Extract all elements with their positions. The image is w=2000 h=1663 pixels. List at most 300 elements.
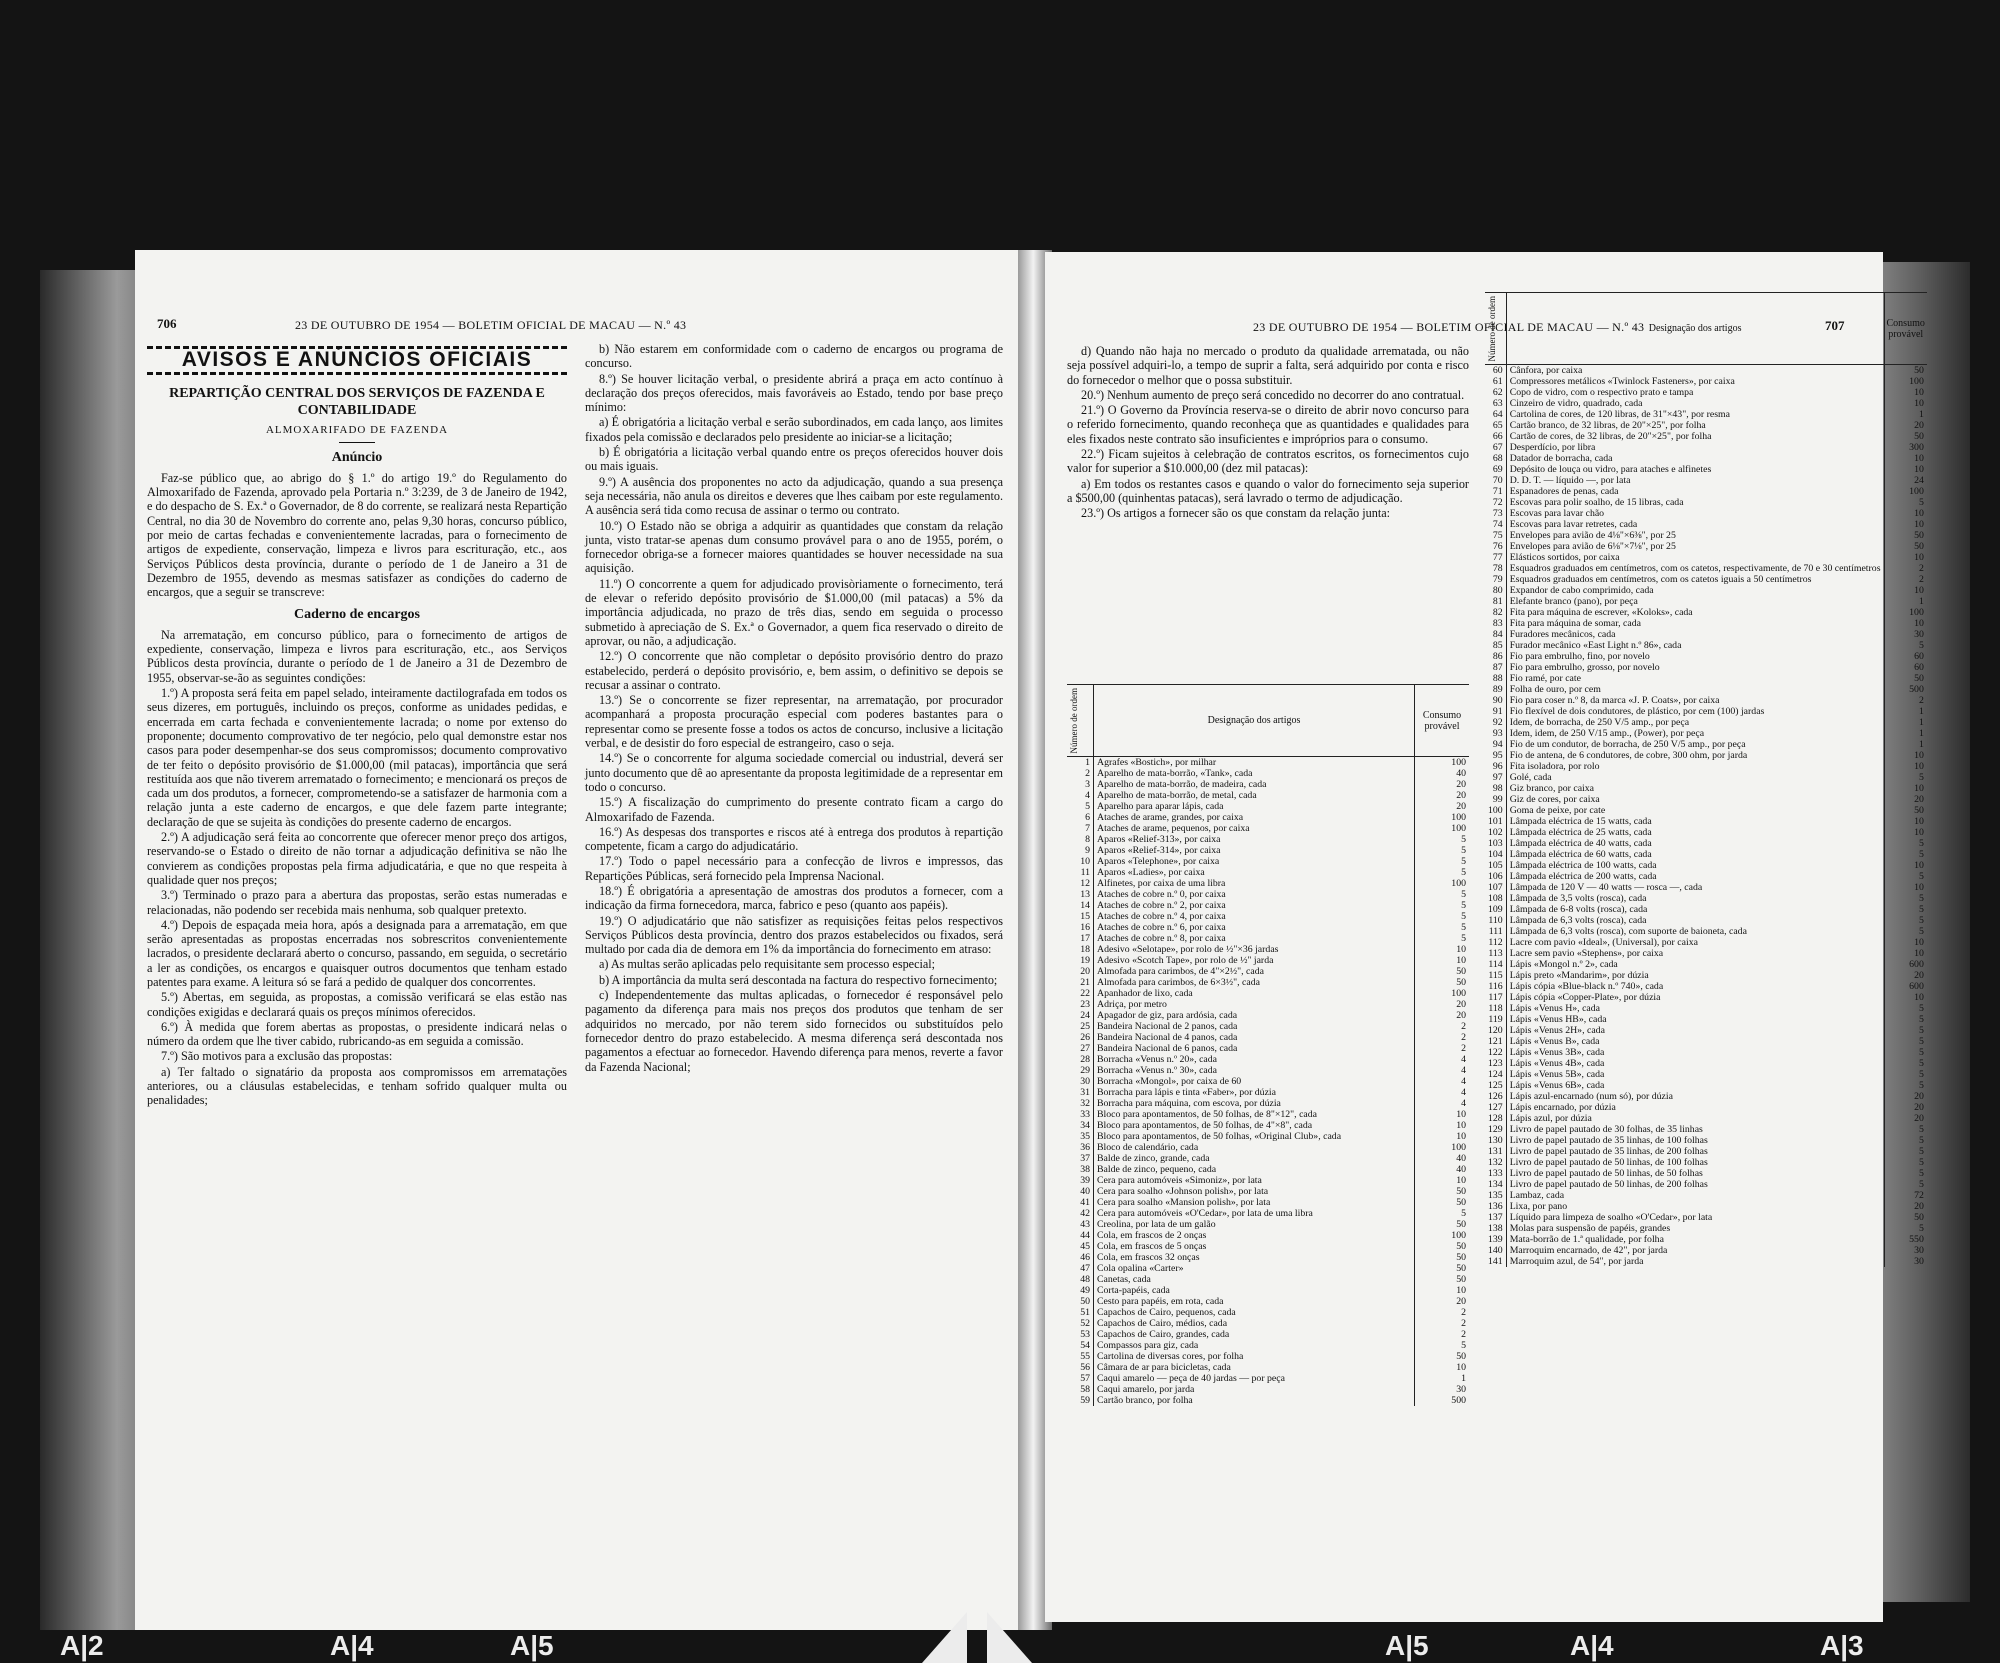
row-quantity: 5 [1884,926,1927,937]
table-row [1485,1157,1927,1168]
articles-table-2 [1485,292,1927,1267]
row-number: 25 [1067,1021,1094,1032]
row-description: Lápis cópia «Blue-black n.º 740», cada [1509,981,1664,993]
row-number: 119 [1485,1014,1506,1025]
row-description: Adesivo «Selotape», por rolo de ½"×36 jardas [1097,944,1279,956]
row-number: 59 [1067,1395,1094,1406]
row-number: 7 [1067,823,1094,834]
row-quantity: 5 [1884,1223,1927,1234]
row-quantity: 5 [1884,1003,1927,1014]
row-description: Canetas, cada [1097,1274,1151,1286]
row-description: Escovas para lavar chão [1509,508,1605,520]
row-quantity: 20 [1884,1091,1927,1102]
row-quantity: 20 [1415,1010,1470,1021]
row-description: Copo de vidro, com o respectivo prato e tampa [1509,387,1694,399]
row-description: Capachos de Cairo, médios, cada [1097,1318,1228,1330]
row-quantity: 5 [1884,838,1927,849]
row-description: Aparelho para aparar lápis, cada [1097,801,1224,813]
row-quantity: 10 [1884,464,1927,475]
row-quantity: 20 [1415,790,1470,801]
row-description: Elefante branco (pano), por peça [1509,596,1638,608]
row-number: 5 [1067,801,1094,812]
table-row [1067,1054,1469,1065]
table-row [1485,607,1927,618]
row-quantity: 10 [1415,1285,1470,1296]
table-row [1485,1223,1927,1234]
row-description: Lâmpada de 6,3 volts (rosca), com suporte de baioneta, cada [1509,926,1747,938]
row-description: Cartão de cores, de 32 libras, de 20"×25", por folha [1509,431,1712,443]
row-number: 116 [1485,981,1506,992]
table-row [1485,706,1927,717]
table-row [1485,1201,1927,1212]
scan-marker: A|3 [1820,1630,1864,1661]
row-description: Cola, em frascos 32 onças [1097,1252,1200,1264]
row-quantity: 100 [1415,988,1470,999]
row-description: Lápis preto «Mandarim», por dúzia [1509,970,1649,982]
table-row [1067,801,1469,812]
row-description: Lambaz, cada [1509,1190,1565,1202]
row-quantity: 10 [1884,816,1927,827]
row-quantity: 5 [1415,1208,1470,1219]
row-quantity: 20 [1415,779,1470,790]
row-description: Lápis cópia «Copper-Plate», por dúzia [1509,992,1661,1004]
table-row [1485,695,1927,706]
row-quantity: 5 [1884,1025,1927,1036]
row-number: 58 [1067,1384,1094,1395]
row-number: 53 [1067,1329,1094,1340]
row-description: Lâmpada eléctrica de 200 watts, cada [1509,871,1657,883]
table-row [1067,1329,1469,1340]
paragraph: 5.º) Abertas, em seguida, as propostas, a comissão verificará se elas estão nas condições exigidas e declarará quais os preços mínimos oferecidos. [147,990,567,1019]
table-row [1067,823,1469,834]
row-description: Livro de papel pautado de 50 linhas, de 200 folhas [1509,1179,1708,1191]
row-description: Lâmpada eléctrica de 60 watts, cada [1509,849,1652,861]
table-row [1485,453,1927,464]
row-description: Creolina, por lata de um galão [1097,1219,1216,1231]
row-number: 120 [1485,1025,1506,1036]
table-row [1485,387,1927,398]
row-quantity: 20 [1884,794,1927,805]
table-row [1485,376,1927,387]
row-number: 131 [1485,1146,1506,1157]
paragraph: 13.º) Se o concorrente se fizer representar, na arrematação, por procurador acompanhará a proposta procuração especial com poderes bastantes para o representar como se presente fosse a todos os actos de concurso, inclusive a licitação verbal, e de desistir do foro especial de estrangeiro, caso o seja. [585,693,1003,751]
row-number: 139 [1485,1234,1506,1245]
row-description: Alfinetes, por caixa de uma libra [1097,878,1226,890]
row-quantity: 50 [1415,1219,1470,1230]
row-description: Elásticos sortidos, por caixa [1509,552,1620,564]
paragraph: 4.º) Depois de espaçada meia hora, após a designada para a arrematação, em que serão apresentadas as propostas encerradas nos sobrescritos convenientemente lacrados, o presidente declarará aberto o concurso, passando, em seguida, o secretário a ler as condições, os encargos e quaisquer outros documentos que tenham estado patentes para exame. A leitura só se fará a pedido de qualquer dos concorrentes. [147,917,567,989]
paragraph: 10.º) O Estado não se obriga a adquirir as quantidades que constam da relação junta, visto tratar-se apenas dum consumo provável para o ano de 1955, porém, o fornecedor obriga-se a fornecer maiores quantidades se houver necessidade na sua aquisição. [585,518,1003,576]
paragraph: 3.º) Terminado o prazo para a abertura das propostas, serão estas numeradas e relacionadas, não podendo ser recebida mais nenhuma, sob qualquer pretexto. [147,888,567,917]
table-row [1485,1014,1927,1025]
row-number: 99 [1485,794,1506,805]
row-number: 14 [1067,900,1094,911]
row-description: Lápis encarnado, por dúzia [1509,1102,1616,1114]
row-description: Fio para coser n.º 8, da marca «J. P. Coats», por caixa [1509,695,1720,707]
row-number: 32 [1067,1098,1094,1109]
row-number: 137 [1485,1212,1506,1223]
row-description: Fio flexível de dois condutores, de plástico, por cem (100) jardas [1509,706,1765,718]
anuncio-text: Faz-se público que, ao abrigo do § 1.º do artigo 19.º do Regulamento do Almoxarifado de Fazenda, aprovado pela Portaria n.º 3:239, de 3 de Janeiro de 1942, e do despacho de S. Ex.ª o Governador, de 8 do corrente, se realizará nesta Repartição Central, no dia 30 de Novembro do corrente ano, pelas 9,30 horas, concurso público, por meio de cartas fechadas e convenientemente lacradas, para o fornecimento de artigos de expediente, conservação, limpeza e livros para escrituração, etc., aos Serviços Públicos desta província, durante o período de 1 de Janeiro a 31 de Dezembro de 1955, devendo as mesmas satisfazer as condições do caderno de encargos, que a seguir se transcreve: [147,470,567,600]
right-column-1 [1067,344,1469,522]
row-description: Almofada para carimbos, de 6×3½", cada [1097,977,1260,989]
row-quantity: 500 [1415,1395,1470,1406]
row-number: 125 [1485,1080,1506,1091]
row-number: 102 [1485,827,1506,838]
table-row [1485,1245,1927,1256]
row-number: 49 [1067,1285,1094,1296]
table-row [1067,1263,1469,1274]
row-description: Cera para soalho «Johnson polish», por lata [1097,1186,1269,1198]
row-description: Lápis azul, por dúzia [1509,1113,1592,1125]
row-quantity: 100 [1884,607,1927,618]
row-quantity: 50 [1415,966,1470,977]
row-description: Golé, cada [1509,772,1552,784]
row-description: Expandor de cabo comprimido, cada [1509,585,1654,597]
row-number: 56 [1067,1362,1094,1373]
row-number: 12 [1067,878,1094,889]
table-row [1485,662,1927,673]
row-number: 136 [1485,1201,1506,1212]
row-number: 71 [1485,486,1506,497]
row-quantity: 20 [1884,1201,1927,1212]
table-row [1067,1274,1469,1285]
table-row [1485,508,1927,519]
row-number: 22 [1067,988,1094,999]
row-number: 100 [1485,805,1506,816]
table-row [1485,1113,1927,1124]
row-number: 84 [1485,629,1506,640]
alignment-arrows-icon [922,1612,1032,1663]
section-title: AVISOS E ANÚNCIOS OFICIAIS [181,348,533,371]
row-quantity: 20 [1884,970,1927,981]
row-number: 11 [1067,867,1094,878]
row-number: 68 [1485,453,1506,464]
row-description: Fio para embrulho, fino, por novelo [1509,651,1650,663]
row-quantity: 5 [1415,889,1470,900]
table-row [1067,1296,1469,1307]
table-body-2 [1485,365,1927,1268]
table-row [1485,1058,1927,1069]
table-row [1067,1362,1469,1373]
row-quantity: 5 [1415,922,1470,933]
row-description: Aparos «Relief-314», por caixa [1097,845,1221,857]
row-description: Lâmpada de 6,3 volts (rosca), cada [1509,915,1647,927]
row-quantity: 5 [1884,904,1927,915]
row-number: 37 [1067,1153,1094,1164]
row-description: Lâmpada eléctrica de 25 watts, cada [1509,827,1652,839]
row-quantity: 5 [1884,849,1927,860]
table-row [1485,1212,1927,1223]
table-row [1485,1190,1927,1201]
paragraph: 12.º) O concorrente que não completar o depósito provisório dentro do prazo estabelecido, perderá o depósito provisório, e, bem assim, o definitivo se depois se recusar a assinar o contrato. [585,649,1003,692]
row-description: Escovas para lavar retretes, cada [1509,519,1638,531]
row-quantity: 40 [1415,1153,1470,1164]
row-number: 74 [1485,519,1506,530]
row-quantity: 4 [1415,1087,1470,1098]
row-number: 51 [1067,1307,1094,1318]
page-number-left: 706 [157,316,177,331]
row-number: 140 [1485,1245,1506,1256]
row-description: Cesto para papéis, em rota, cada [1097,1296,1224,1308]
table-row [1067,867,1469,878]
row-quantity: 5 [1415,834,1470,845]
paragraph: Na arrematação, em concurso público, para o fornecimento de artigos de expediente, conservação, limpeza e livros para escrituração, etc., aos Serviços Públicos desta província, durante o período de 1 de Janeiro a 31 de Dezembro de 1955, observar-se-ão as seguintes condições: [147,627,567,685]
row-number: 93 [1485,728,1506,739]
row-description: Bandeira Nacional de 6 panos, cada [1097,1043,1238,1055]
table-row [1067,790,1469,801]
table-row [1485,398,1927,409]
row-number: 86 [1485,651,1506,662]
row-number: 91 [1485,706,1506,717]
row-quantity: 50 [1415,1241,1470,1252]
table-row [1067,1197,1469,1208]
row-number: 83 [1485,618,1506,629]
row-quantity: 1 [1884,739,1927,750]
row-number: 132 [1485,1157,1506,1168]
row-number: 123 [1485,1058,1506,1069]
row-description: Bloco para apontamentos, de 50 folhas, de 8"×12", cada [1097,1109,1318,1121]
row-number: 67 [1485,442,1506,453]
row-number: 72 [1485,497,1506,508]
row-quantity: 10 [1884,882,1927,893]
table-row [1067,1219,1469,1230]
row-description: Cera para automóveis «O'Cedar», por lata de uma libra [1097,1208,1313,1220]
row-number: 40 [1067,1186,1094,1197]
table-body-1 [1067,757,1469,1407]
row-quantity: 10 [1884,948,1927,959]
row-description: Cartão branco, por folha [1097,1395,1193,1407]
row-quantity: 1 [1884,706,1927,717]
row-description: Idem, idem, de 250 V/15 amp., (Power), por peça [1509,728,1705,740]
paragraph: b) É obrigatória a licitação verbal quando entre os preços oferecidos houver dois ou mais iguais. [585,445,1003,474]
row-description: Adriça, por metro [1097,999,1167,1011]
row-quantity: 5 [1415,911,1470,922]
table-row [1067,1131,1469,1142]
table-row [1067,922,1469,933]
row-number: 103 [1485,838,1506,849]
table-row [1485,673,1927,684]
table-row [1067,834,1469,845]
table-row [1485,596,1927,607]
row-number: 34 [1067,1120,1094,1131]
table-row [1485,1234,1927,1245]
row-number: 24 [1067,1010,1094,1021]
row-quantity: 20 [1415,1296,1470,1307]
table-row [1485,860,1927,871]
book-edge-left [40,270,150,1630]
scan-marker: A|5 [510,1630,554,1661]
row-quantity: 10 [1415,1362,1470,1373]
row-quantity: 10 [1884,453,1927,464]
paragraph: 23.º) Os artigos a fornecer são os que constam da relação junta: [1081,506,1391,521]
row-quantity: 60 [1884,662,1927,673]
row-quantity: 10 [1415,1120,1470,1131]
row-quantity: 5 [1884,1080,1927,1091]
row-description: Envelopes para avião de 6⅛"×7⅛", por 25 [1509,541,1676,553]
row-quantity: 100 [1415,1142,1470,1153]
row-number: 18 [1067,944,1094,955]
row-number: 111 [1485,926,1506,937]
row-description: Lápis azul-encarnado (num só), por dúzia [1509,1091,1673,1103]
row-description: Corta-papéis, cada [1097,1285,1170,1297]
paragraph: 2.º) A adjudicação será feita ao concorrente que oferecer menor preço dos artigos, reservando-se o Estado o direito de não tornar a adjudicação definitiva se não lhe convierem as condições propostas pela firma adjudicatária, e que no que respeita à qualidade quer nos preços; [147,830,567,887]
row-quantity: 72 [1884,1190,1927,1201]
row-quantity: 100 [1884,376,1927,387]
row-number: 43 [1067,1219,1094,1230]
row-number: 97 [1485,772,1506,783]
row-number: 55 [1067,1351,1094,1362]
row-quantity: 20 [1884,1113,1927,1124]
table-row [1067,856,1469,867]
row-quantity: 5 [1884,1124,1927,1135]
row-description: Borracha para máquina, com escova, por dúzia [1097,1098,1281,1110]
row-description: Capachos de Cairo, grandes, cada [1097,1329,1230,1341]
table-row [1485,464,1927,475]
row-quantity: 10 [1884,992,1927,1003]
row-description: Envelopes para avião de 4⅛"×6⅜", por 25 [1509,530,1676,542]
table-row [1067,977,1469,988]
row-description: Livro de papel pautado de 50 linhas, de 50 folhas [1509,1168,1703,1180]
col-header-quantity: Consumo provável [1884,293,1927,365]
table-row [1067,944,1469,955]
row-quantity: 5 [1884,1146,1927,1157]
paragraph: a) As multas serão aplicadas pelo requisitante sem processo especial; [599,957,936,972]
row-quantity: 5 [1415,867,1470,878]
row-number: 20 [1067,966,1094,977]
paragraph: 21.º) O Governo da Província reserva-se o direito de abrir novo concurso para o referido fornecimento, quando reconheça que as quantidades e qualidades para eles fixados neste contrato são insuficientes e impróprios para o consumo. [1067,403,1469,446]
table-row [1485,750,1927,761]
row-number: 35 [1067,1131,1094,1142]
row-number: 33 [1067,1109,1094,1120]
row-quantity: 5 [1884,915,1927,926]
row-quantity: 50 [1415,1197,1470,1208]
row-number: 101 [1485,816,1506,827]
row-number: 46 [1067,1252,1094,1263]
row-description: D. D. T. — líquido —, por lata [1509,475,1631,487]
row-quantity: 30 [1884,629,1927,640]
row-number: 75 [1485,530,1506,541]
row-description: Lâmpada de 120 V — 40 watts — rosca —, cada [1509,882,1703,894]
table-row [1485,486,1927,497]
row-quantity: 10 [1415,955,1470,966]
table-row [1067,1087,1469,1098]
row-quantity: 2 [1415,1032,1470,1043]
row-number: 1 [1067,757,1094,769]
row-description: Ataches de cobre n.º 8, por caixa [1097,933,1226,945]
row-number: 26 [1067,1032,1094,1043]
row-number: 104 [1485,849,1506,860]
row-description: Lâmpada eléctrica de 40 watts, cada [1509,838,1652,850]
row-quantity: 10 [1415,1131,1470,1142]
department-subtitle: ALMOXARIFADO DE FAZENDA [265,424,449,437]
row-number: 134 [1485,1179,1506,1190]
row-quantity: 50 [1884,431,1927,442]
row-number: 13 [1067,889,1094,900]
row-description: Apagador de giz, para ardósia, cada [1097,1010,1238,1022]
table-row [1067,1307,1469,1318]
row-number: 115 [1485,970,1506,981]
row-quantity: 100 [1415,757,1470,769]
row-description: Almofada para carimbos, de 4"×2½", cada [1097,966,1264,978]
paragraph: b) Não estarem em conformidade com o caderno de encargos ou programa de concurso. [585,342,1003,371]
row-number: 141 [1485,1256,1506,1267]
row-number: 77 [1485,552,1506,563]
row-number: 73 [1485,508,1506,519]
row-number: 109 [1485,904,1506,915]
row-quantity: 2 [1415,1329,1470,1340]
row-quantity: 10 [1884,519,1927,530]
table-row [1067,1395,1469,1406]
table-row [1485,684,1927,695]
left-column-2 [585,342,1003,1075]
department-title: REPARTIÇÃO CENTRAL DOS SERVIÇOS DE FAZENDA E CONTABILIDADE [169,386,545,419]
row-number: 21 [1067,977,1094,988]
paragraph: 15.º) A fiscalização do cumprimento do presente contrato ficam a cargo do Almoxarifado de Fazenda. [585,795,1003,824]
row-number: 48 [1067,1274,1094,1285]
table-row [1067,1164,1469,1175]
row-number: 31 [1067,1087,1094,1098]
row-number: 96 [1485,761,1506,772]
section-banner [147,346,567,375]
table-row [1067,933,1469,944]
table-row [1067,889,1469,900]
row-description: Capachos de Cairo, pequenos, cada [1097,1307,1236,1319]
table-row [1485,937,1927,948]
row-quantity: 100 [1415,823,1470,834]
row-number: 69 [1485,464,1506,475]
row-quantity: 5 [1415,1340,1470,1351]
paragraph: a) Ter faltado o signatário da proposta aos compromissos em arrematações anteriores, ou a cláusulas estabelecidas, e tenham sofrido qualquer multa ou penalidades; [147,1064,567,1108]
row-description: Aparos «Ladies», por caixa [1097,867,1205,879]
table-row [1485,1047,1927,1058]
row-number: 23 [1067,999,1094,1010]
row-number: 6 [1067,812,1094,823]
row-description: Desperdício, por libra [1509,442,1596,454]
paragraph: a) É obrigatória a licitação verbal e serão subordinados, em cada lanço, aos limites fixados pela comissão e declarados pelo presidente ao iniciar-se a licitação; [585,415,1003,444]
row-description: Fio para embrulho, grosso, por novelo [1509,662,1660,674]
row-number: 127 [1485,1102,1506,1113]
table-row [1485,409,1927,420]
row-quantity: 1 [1415,1373,1470,1384]
row-number: 105 [1485,860,1506,871]
paragraph: 17.º) Todo o papel necessário para a confecção de livros e impressos, das Repartições Públicas, será fornecido pela Imprensa Nacional. [585,854,1003,883]
row-number: 54 [1067,1340,1094,1351]
row-description: Ataches de cobre n.º 0, por caixa [1097,889,1226,901]
table-row [1067,1230,1469,1241]
row-quantity: 600 [1884,981,1927,992]
row-description: Fio ramé, por cate [1509,673,1581,685]
table-row [1485,574,1927,585]
paragraph: 7.º) São motivos para a exclusão das propostas: [161,1049,393,1064]
divider [339,442,375,443]
row-number: 106 [1485,871,1506,882]
row-description: Lápis «Venus HB», cada [1509,1014,1607,1026]
row-description: Ataches de cobre n.º 2, por caixa [1097,900,1226,912]
row-quantity: 2 [1884,563,1927,574]
row-description: Fita isoladora, por rolo [1509,761,1600,773]
paragraph: 9.º) A ausência dos proponentes no acto da adjudicação, quando a sua presença seja necessária, não anula os direitos e deveres que lhes caibam por este regulamento. A ausência será tida como recusa de assinar o termo ou contrato. [585,474,1003,518]
row-number: 29 [1067,1065,1094,1076]
table-row [1067,878,1469,889]
row-quantity: 50 [1884,805,1927,816]
right-page [1045,252,1925,1622]
row-quantity: 5 [1884,1058,1927,1069]
row-number: 8 [1067,834,1094,845]
scan-marker: A|2 [60,1630,104,1661]
table-row [1067,845,1469,856]
row-description: Lápis «Venus 3B», cada [1509,1047,1605,1059]
